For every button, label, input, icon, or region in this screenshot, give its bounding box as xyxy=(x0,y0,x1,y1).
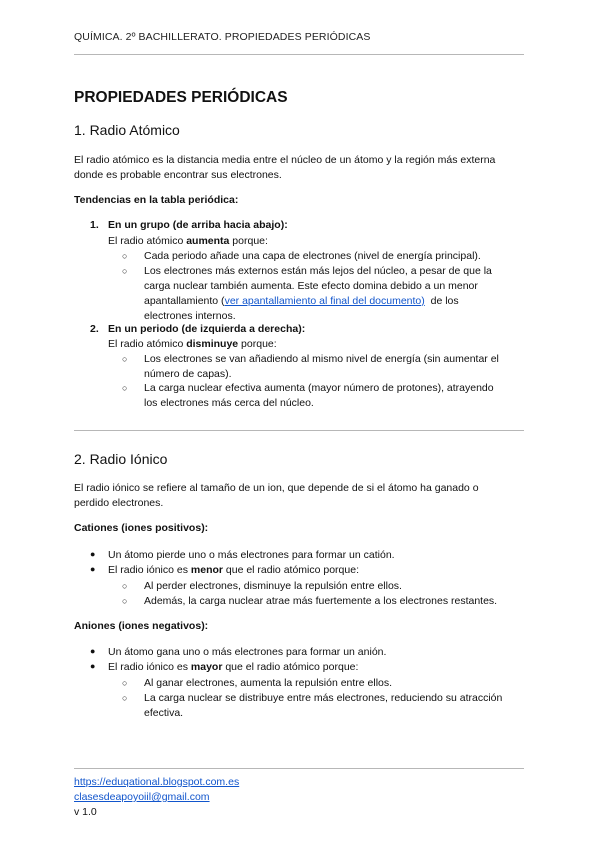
line: efectiva. xyxy=(144,707,184,719)
emphasis: menor xyxy=(190,564,223,576)
lead-text: porque: xyxy=(229,235,268,247)
section-divider xyxy=(74,430,524,431)
list-number: 2. xyxy=(90,323,99,335)
apantallamiento-link[interactable]: ver apantallamiento al final del documento) xyxy=(224,295,425,307)
list-item-text: Un átomo gana uno o más electrones para formar un anión. xyxy=(108,646,387,658)
circle-bullet-icon: ○ xyxy=(122,678,128,688)
anions-label: Aniones (iones negativos): xyxy=(74,620,209,632)
list-item xyxy=(122,352,526,382)
list-item xyxy=(90,646,386,658)
list-item xyxy=(122,676,526,691)
list-item-text: que el radio atómico porque: xyxy=(222,661,359,673)
section-heading-radio-ionico: 2. Radio Iónico xyxy=(74,451,168,467)
circle-bullet-icon: ○ xyxy=(122,251,128,261)
line: número de capas). xyxy=(144,368,232,380)
line: apantallamiento ( xyxy=(144,295,225,307)
ordered-item-group xyxy=(90,219,288,231)
list-item xyxy=(90,564,359,576)
list-item xyxy=(122,249,526,264)
list-item-text xyxy=(144,691,526,721)
list-item-text: El radio iónico es xyxy=(108,564,191,576)
lead-text: porque: xyxy=(238,338,277,350)
list-item xyxy=(90,549,395,561)
line: La carga nuclear efectiva aumenta (mayor número de protones), atrayendo xyxy=(144,382,494,394)
lead-text: El radio atómico xyxy=(108,235,187,247)
list-number: 1. xyxy=(90,219,99,231)
list-item-text: Cada periodo añade una capa de electrones (nivel de energía principal). xyxy=(144,250,481,262)
page-title: PROPIEDADES PERIÓDICAS xyxy=(74,89,288,106)
lead-emphasis: aumenta xyxy=(186,235,230,247)
list-item-text xyxy=(144,352,526,382)
ordered-item-title: En un periodo (de izquierda a derecha): xyxy=(108,323,306,335)
ordered-item-title: En un grupo (de arriba hacia abajo): xyxy=(108,219,288,231)
list-item-text xyxy=(144,264,526,324)
section-heading-radio-atomico: 1. Radio Atómico xyxy=(74,122,180,138)
running-header: QUÍMICA. 2º BACHILLERATO. PROPIEDADES PERIÓDICAS xyxy=(74,31,371,43)
line: carga nuclear también aumenta. Este efecto domina debido a un menor xyxy=(144,280,478,292)
period-lead xyxy=(108,338,277,350)
list-item-text: Un átomo pierde uno o más electrones para formar un catión. xyxy=(108,549,395,561)
circle-bullet-icon: ○ xyxy=(122,693,128,703)
bullet-icon: ● xyxy=(90,661,96,671)
line: Los electrones más externos están más lejos del núcleo, a pesar de que la xyxy=(144,265,492,277)
circle-bullet-icon: ○ xyxy=(122,596,128,606)
cations-label: Cationes (iones positivos): xyxy=(74,522,209,534)
list-item-text: Además, la carga nuclear atrae más fuertemente a los electrones restantes. xyxy=(144,595,498,607)
version-label: v 1.0 xyxy=(74,806,97,818)
intro-line: El radio atómico es la distancia media entre el núcleo de un átomo y la región más externa xyxy=(74,154,496,166)
line: Los electrones se van añadiendo al mismo nivel de energía (sin aumentar el xyxy=(144,353,499,365)
intro-line: El radio iónico se refiere al tamaño de un ion, que depende de si el átomo ha ganado o xyxy=(74,482,479,494)
circle-bullet-icon: ○ xyxy=(122,266,128,276)
list-item-text: Al perder electrones, disminuye la repulsión entre ellos. xyxy=(144,580,402,592)
circle-bullet-icon: ○ xyxy=(122,383,128,393)
circle-bullet-icon: ○ xyxy=(122,354,128,364)
lead-emphasis: disminuye xyxy=(186,338,239,350)
website-link[interactable]: https://eduqational.blogspot.com.es xyxy=(74,776,240,788)
section1-intro xyxy=(74,153,526,183)
list-item xyxy=(122,691,526,721)
lead-text: El radio atómico xyxy=(108,338,187,350)
list-item xyxy=(122,579,526,594)
footer-divider xyxy=(74,768,524,769)
intro-line: donde es probable encontrar sus electrones. xyxy=(74,169,282,182)
email-link[interactable]: clasesdeapoyoiil@gmail.com xyxy=(74,791,210,803)
list-item-text: que el radio atómico porque: xyxy=(222,564,359,576)
list-item-text: Al ganar electrones, aumenta la repulsión entre ellos. xyxy=(144,677,393,689)
list-item-text xyxy=(144,381,526,411)
line: La carga nuclear se distribuye entre más electrones, reduciendo su atracción xyxy=(144,692,503,704)
list-item xyxy=(90,661,358,673)
line: electrones internos. xyxy=(144,310,236,322)
section2-intro xyxy=(74,481,526,511)
trends-label: Tendencias en la tabla periódica: xyxy=(74,194,239,206)
intro-line: perdido electrones. xyxy=(74,497,164,510)
bullet-icon: ● xyxy=(90,549,96,559)
line: de los xyxy=(424,295,459,307)
bullet-icon: ● xyxy=(90,564,96,574)
list-item xyxy=(122,381,526,411)
line: los electrones más cerca del núcleo. xyxy=(144,397,314,409)
ordered-item-period xyxy=(90,323,305,335)
header-divider xyxy=(74,54,524,55)
circle-bullet-icon: ○ xyxy=(122,581,128,591)
emphasis: mayor xyxy=(190,661,223,673)
bullet-icon: ● xyxy=(90,646,96,656)
group-lead xyxy=(108,235,268,247)
list-item-text: El radio iónico es xyxy=(108,661,191,673)
list-item xyxy=(122,264,526,324)
list-item xyxy=(122,594,526,609)
